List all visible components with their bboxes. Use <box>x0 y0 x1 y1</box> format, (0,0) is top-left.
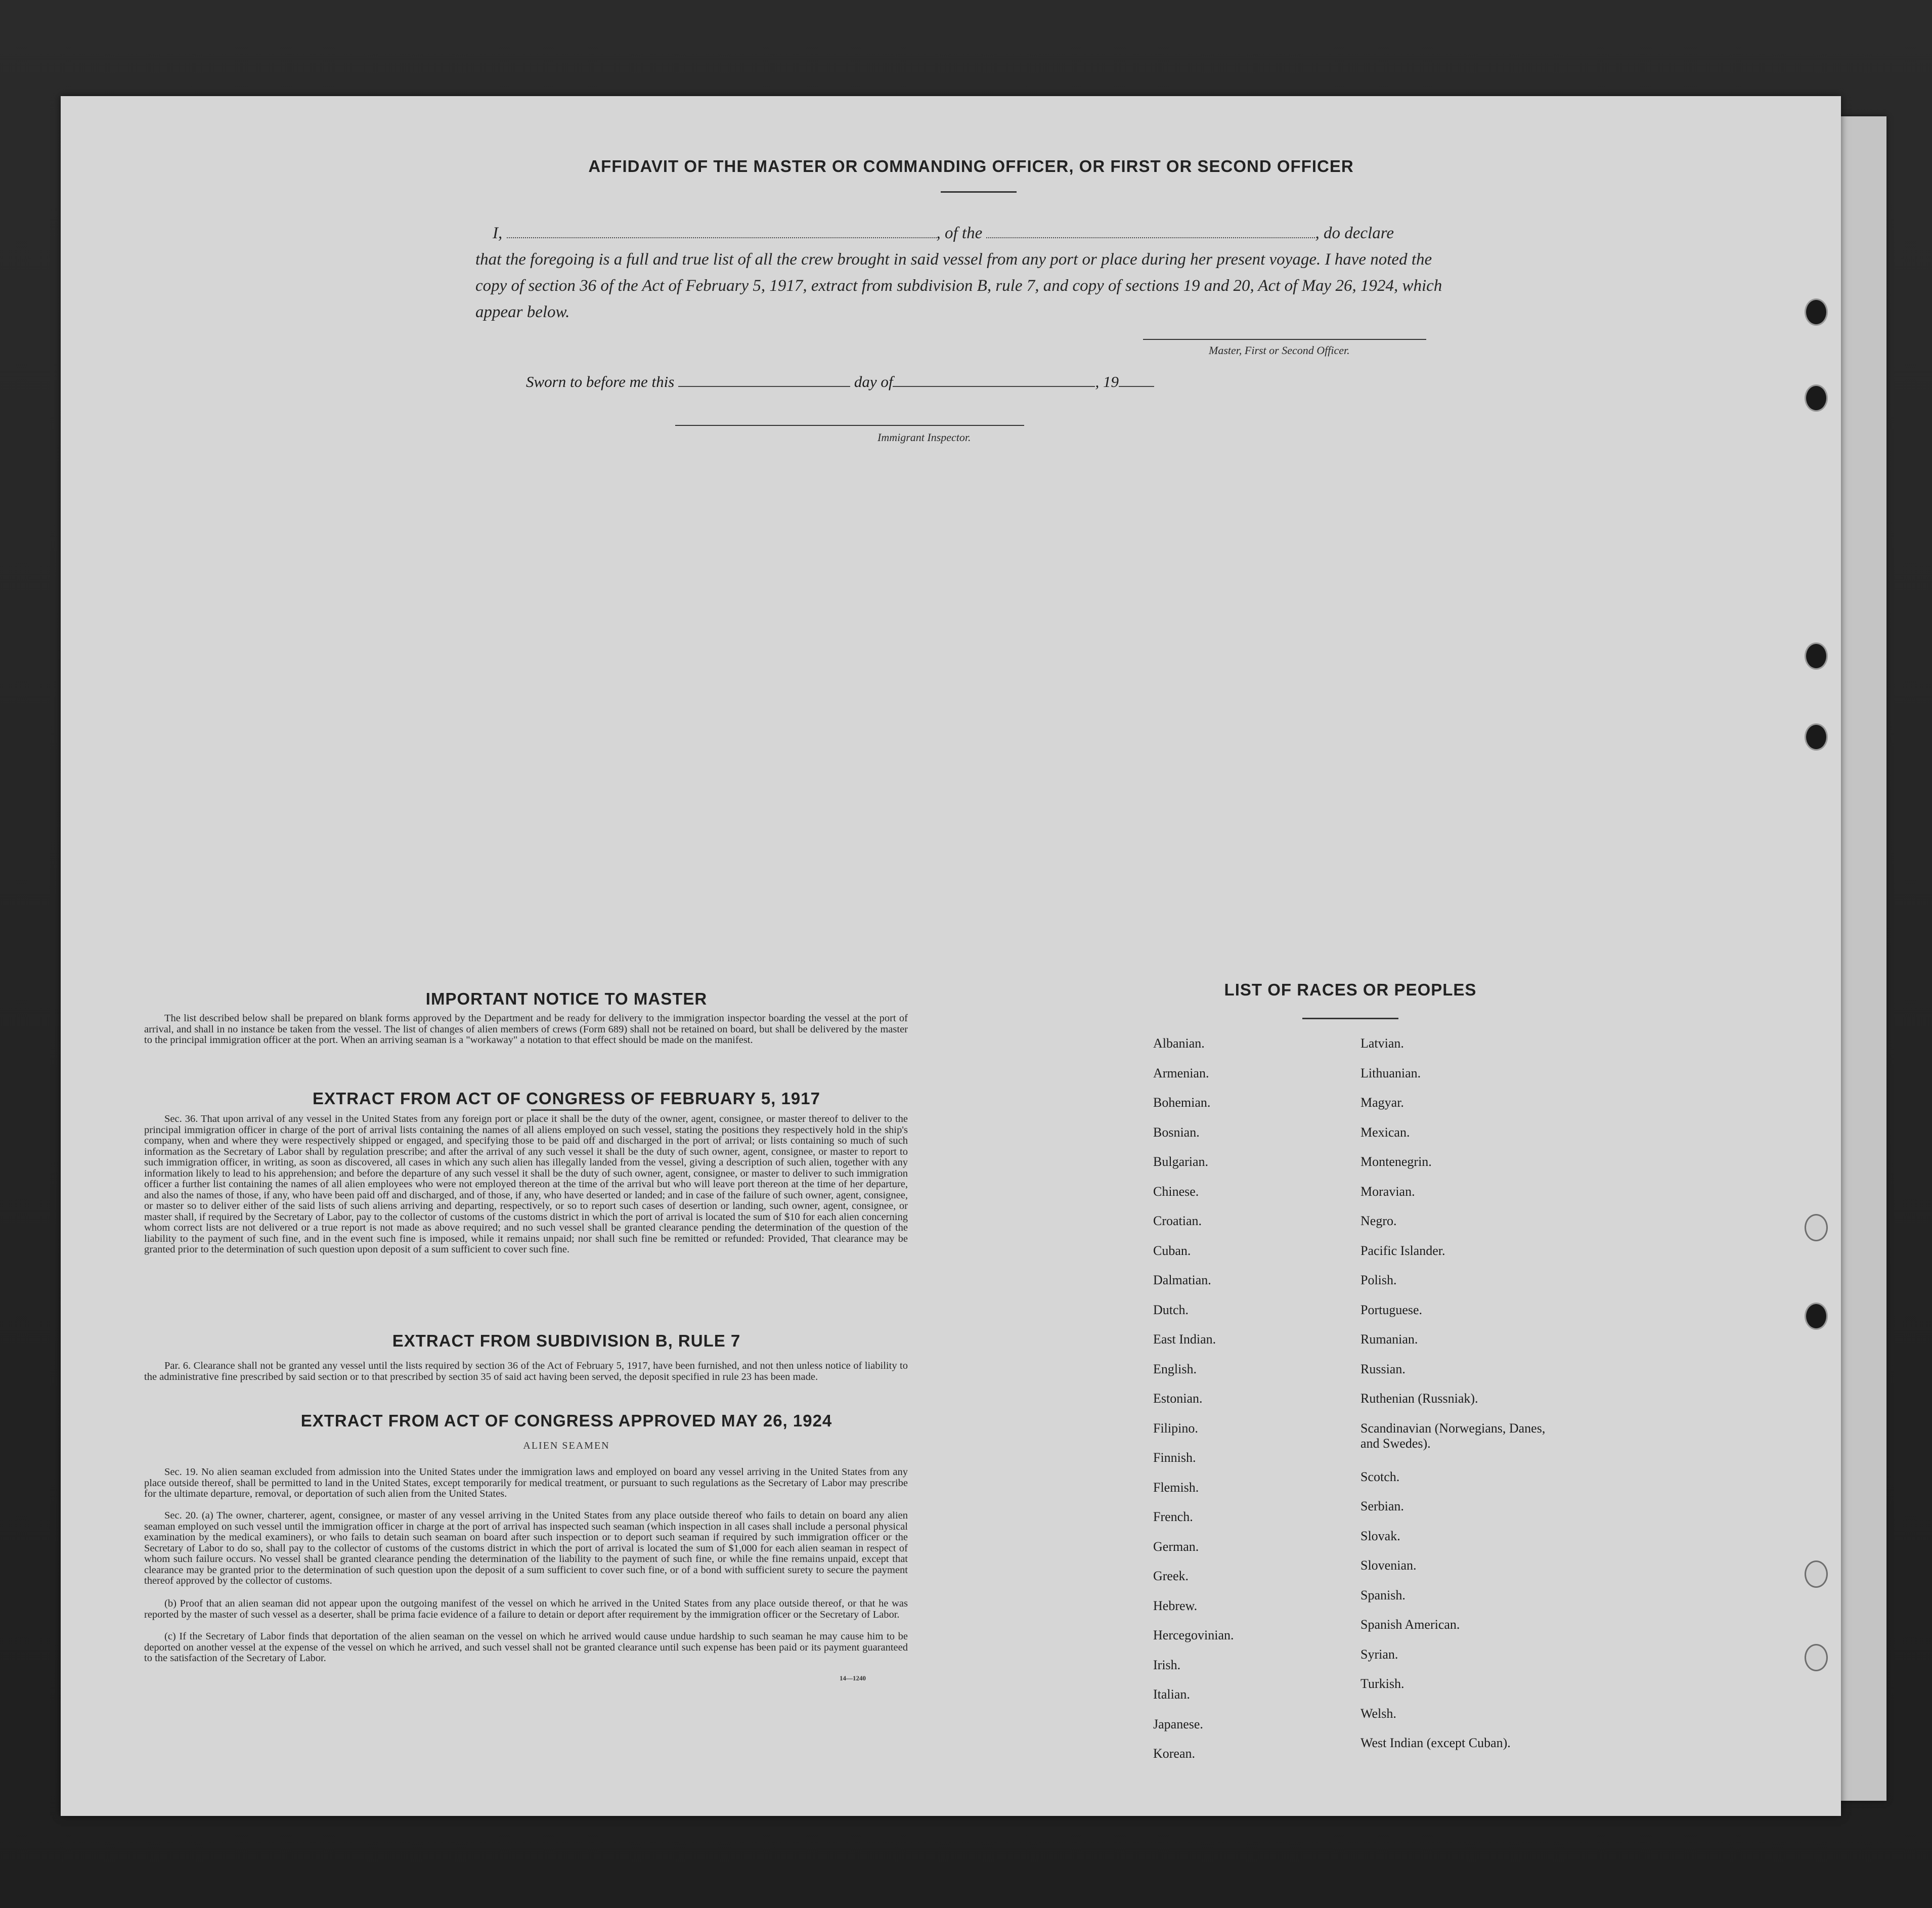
race-item: German. <box>1153 1539 1199 1554</box>
affidavit-body: that the foregoing is a full and true list of all the crew brought in said vessel from any port or place during her present voyage. I have noted the copy of section 36 of the Act of February 5, 1917, extract from subdivision B, rule 7, and copy of sections 19 and 20, Act of May 26, 1924, which appear below. <box>475 250 1442 321</box>
race-item: Dutch. <box>1153 1302 1189 1317</box>
race-item: Scandinavian (Norwegians, Danes, and Swedes). <box>1360 1420 1546 1451</box>
sworn-year: , 19 <box>1095 373 1119 391</box>
affidavit-of-the: , of the <box>936 224 983 242</box>
race-item: Russian. <box>1360 1361 1406 1376</box>
inspector-label: Immigrant Inspector. <box>877 431 971 444</box>
race-item: Magyar. <box>1360 1095 1404 1110</box>
binder-hole-icon <box>1805 1560 1828 1588</box>
race-item: Finnish. <box>1153 1450 1196 1465</box>
race-item: Italian. <box>1153 1687 1190 1702</box>
races-list-left <box>1153 1032 1305 1772</box>
form-number: 14—1240 <box>840 1674 866 1682</box>
race-item: Syrian. <box>1360 1646 1398 1662</box>
section-20b-text: (b) Proof that an alien seaman did not appear upon the outgoing manifest of the vessel on which he arrived in the United States from any place outside thereof, or that he was reported by the master of such vessel as a deserter, shall be prima facie evidence of a failure to detain or deport after requirement by the immigration officer or the Secretary of Labor. <box>144 1598 908 1620</box>
title-divider <box>941 191 1017 193</box>
race-item: Cuban. <box>1153 1243 1191 1258</box>
race-item: Scotch. <box>1360 1469 1400 1484</box>
race-item: Armenian. <box>1153 1065 1209 1080</box>
race-item: Serbian. <box>1360 1499 1404 1513</box>
race-item: Slovenian. <box>1360 1558 1417 1573</box>
race-item: Croatian. <box>1153 1213 1202 1228</box>
notice-title: IMPORTANT NOTICE TO MASTER <box>425 989 708 1008</box>
race-item: Filipino. <box>1153 1420 1198 1436</box>
race-item: Negro. <box>1360 1213 1397 1228</box>
binder-hole-icon <box>1805 298 1828 326</box>
race-item: Korean. <box>1153 1746 1196 1761</box>
name-blank <box>507 223 937 238</box>
race-item: Welsh. <box>1360 1706 1396 1721</box>
sworn-start: Sworn to before me this <box>526 373 675 391</box>
extract-1917-text: Sec. 36. That upon arrival of any vessel in the United States from any foreign port or place it shall be the duty of the owner, agent, consignee, or master thereof to deliver to the principal immigration officer in charge of the port of arrival lists containing the names of all aliens employed on such vessel, stating the positions they respectively hold in the ship's company, when and where they were respectively shipped or engaged, and specifying those to be paid off and discharged in the port of arrival; or lists containing so much of such information as the Secretary of Labor shall by regulation prescribe; and after the arrival of any such vessel it shall be the duty of such owner, agent, consignee, or master to report to such immigration officer, in writing, as soon as discovered, all cases in which any such alien has illegally landed from the vessel, giving a description of such alien, together with any information likely to lead to his apprehension; and before the departure of any such vessel it shall be the duty of such owner, agent, consignee, or master to deliver to such immigration officer a further list containing the names of all alien employees who were not employed thereon at the time of the arrival but who will leave port thereon at the time of her departure, and also the names of those, if any, who have been paid off and discharged, and of those, if any, who have deserted or landed; and in case of the failure of such owner, agent, consignee, or master so to deliver either of the said lists of such aliens arriving and departing, respectively, or so to report such cases of desertion or landing, such owner, agent, consignee, or master shall, if required by the Secretary of Labor, pay to the collector of customs of the customs district in which the port of arrival is located the sum of $10 for each alien concerning whom correct lists are not delivered or a true report is not made as above required; and no such vessel shall be granted clearance pending the determination of the question of the liability to the payment of such fine, and in the event such fine is imposed, while it remains unpaid; nor shall such fine be remitted or refunded: Provided, That clearance may be granted prior to the determination of such question upon deposit of a sum sufficient to cover such fine. <box>144 1113 908 1255</box>
race-item: Rumanian. <box>1360 1332 1418 1347</box>
race-item: Latvian. <box>1360 1036 1404 1051</box>
race-item: Japanese. <box>1153 1716 1203 1731</box>
sworn-statement <box>526 372 1285 391</box>
inspector-signature-line <box>675 425 1024 426</box>
master-signature-line <box>1143 339 1426 340</box>
race-item: Greek. <box>1153 1569 1189 1583</box>
race-item: Bulgarian. <box>1153 1154 1209 1169</box>
race-item: Moravian. <box>1360 1184 1415 1199</box>
race-item: Ruthenian (Russniak). <box>1360 1391 1478 1406</box>
affidavit-first-line <box>475 220 1462 246</box>
race-item: Bohemian. <box>1153 1095 1211 1110</box>
binder-hole-icon <box>1805 723 1828 751</box>
race-item: Spanish American. <box>1360 1617 1460 1632</box>
race-item: Slovak. <box>1360 1528 1400 1543</box>
race-item: Albanian. <box>1153 1036 1205 1051</box>
race-item: Dalmatian. <box>1153 1273 1211 1287</box>
races-title: LIST OF RACES OR PEOPLES <box>1224 980 1477 999</box>
race-item: Pacific Islander. <box>1360 1243 1445 1258</box>
race-item: English. <box>1153 1361 1197 1376</box>
sworn-day: day of <box>854 373 893 391</box>
race-item: Hebrew. <box>1153 1598 1198 1613</box>
race-item: Chinese. <box>1153 1184 1199 1199</box>
extract-1924-title: EXTRACT FROM ACT OF CONGRESS APPROVED MAY 26, 1924 <box>300 1411 832 1430</box>
race-item: Estonian. <box>1153 1391 1203 1406</box>
extract-1917-divider <box>531 1109 602 1111</box>
section-19-text: Sec. 19. No alien seaman excluded from admission into the United States under the immigration laws and employed on board any vessel arriving in the United States from any place outside thereof, shall be permitted to land in the United States, except temporarily for medical treatment, or pursuant to such regulations as the Secretary of Labor may prescribe for the ultimate departure, removal, or deportation of such alien from the United States. <box>144 1466 908 1499</box>
vessel-blank <box>986 223 1315 238</box>
binder-hole-icon <box>1805 1644 1828 1671</box>
race-item: Portuguese. <box>1360 1302 1423 1317</box>
binder-hole-icon <box>1805 1214 1828 1241</box>
race-item: Lithuanian. <box>1360 1065 1421 1080</box>
extract-1917-title: EXTRACT FROM ACT OF CONGRESS OF FEBRUARY 5, 1917 <box>313 1089 820 1108</box>
race-item: East Indian. <box>1153 1332 1216 1347</box>
extract-rule7-title: EXTRACT FROM SUBDIVISION B, RULE 7 <box>392 1331 741 1350</box>
race-item: Bosnian. <box>1153 1124 1200 1140</box>
affidavit-title: AFFIDAVIT OF THE MASTER OR COMMANDING OFFICER, OR FIRST OR SECOND OFFICER <box>588 157 1354 176</box>
affidavit-text <box>475 220 1462 325</box>
race-item: Turkish. <box>1360 1676 1404 1691</box>
extract-rule7-text: Par. 6. Clearance shall not be granted any vessel until the lists required by section 36 of the Act of February 5, 1917, have been furnished, and not then unless notice of liability to the administrative fine prescribed by said section or to that prescribed by section 35 of said act having been served, the deposit specified in rule 23 has been made. <box>144 1360 908 1382</box>
section-20c-text: (c) If the Secretary of Labor finds that deportation of the alien seaman on the vessel on which he arrived would cause undue hardship to such seaman he may cause him to be deported on another vessel at the expense of the vessel on which he arrived, and such vessel shall not be granted clearance until such expense has been paid or its payment guaranteed to the satisfaction of the Secretary of Labor. <box>144 1631 908 1664</box>
race-item: Flemish. <box>1153 1480 1199 1495</box>
section-20a-text: Sec. 20. (a) The owner, charterer, agent, consignee, or master of any vessel arriving in the United States from any place outside thereof who fails to detain on board any alien seaman employed on such vessel until the immigration officer in charge at the port of arrival has inspected such seaman (which inspection in all cases shall include a personal physical examination by the medical examiners), or who fails to detain such seaman on board after such inspection or to deport such seaman if required by such immigration officer or the Secretary of Labor to do so, shall pay to the collector of customs of the customs district in which the port of arrival is located the sum of $1,000 for each alien seaman in respect of whom such failure occurs. No vessel shall be granted clearance pending the determination of the liability to the payment of such fine, or while the fine remains unpaid, except that clearance may be granted prior to the determination of such question upon the deposit of a sum sufficient to cover such fine, or of a bond with sufficient surety to secure the payment thereof approved by the collector of customs. <box>144 1510 908 1586</box>
binder-hole-icon <box>1805 384 1828 412</box>
alien-seamen-heading: ALIEN SEAMEN <box>523 1440 610 1451</box>
binder-hole-icon <box>1805 642 1828 670</box>
affidavit-i: I, <box>493 224 503 242</box>
binder-hole-icon <box>1805 1303 1828 1330</box>
sworn-year-blank <box>1119 372 1154 387</box>
affidavit-declare: , do declare <box>1315 224 1394 242</box>
races-divider <box>1302 1018 1398 1019</box>
races-list-right <box>1360 1032 1573 1761</box>
race-item: Polish. <box>1360 1273 1397 1287</box>
race-item: Spanish. <box>1360 1587 1406 1602</box>
race-item: Montenegrin. <box>1360 1154 1432 1169</box>
sworn-month-blank <box>893 372 1095 387</box>
sworn-day-blank <box>678 372 850 387</box>
notice-text: The list described below shall be prepared on blank forms approved by the Department and be ready for delivery to the immigration inspector boarding the vessel at the port of arrival, and shall in no instance be taken from the vessel. The list of changes of alien members of crews (Form 689) shall not be retained on board, but shall be delivered by the master to the principal immigration officer at the port. When an arriving seaman is a "workaway" a notation to that effect should be made on the manifest. <box>144 1013 908 1046</box>
race-item: Irish. <box>1153 1657 1181 1672</box>
master-signature-label: Master, First or Second Officer. <box>1209 344 1350 357</box>
race-item: Hercegovinian. <box>1153 1628 1234 1642</box>
race-item: Mexican. <box>1360 1124 1410 1140</box>
race-item: French. <box>1153 1509 1193 1524</box>
race-item: West Indian (except Cuban). <box>1360 1736 1511 1750</box>
